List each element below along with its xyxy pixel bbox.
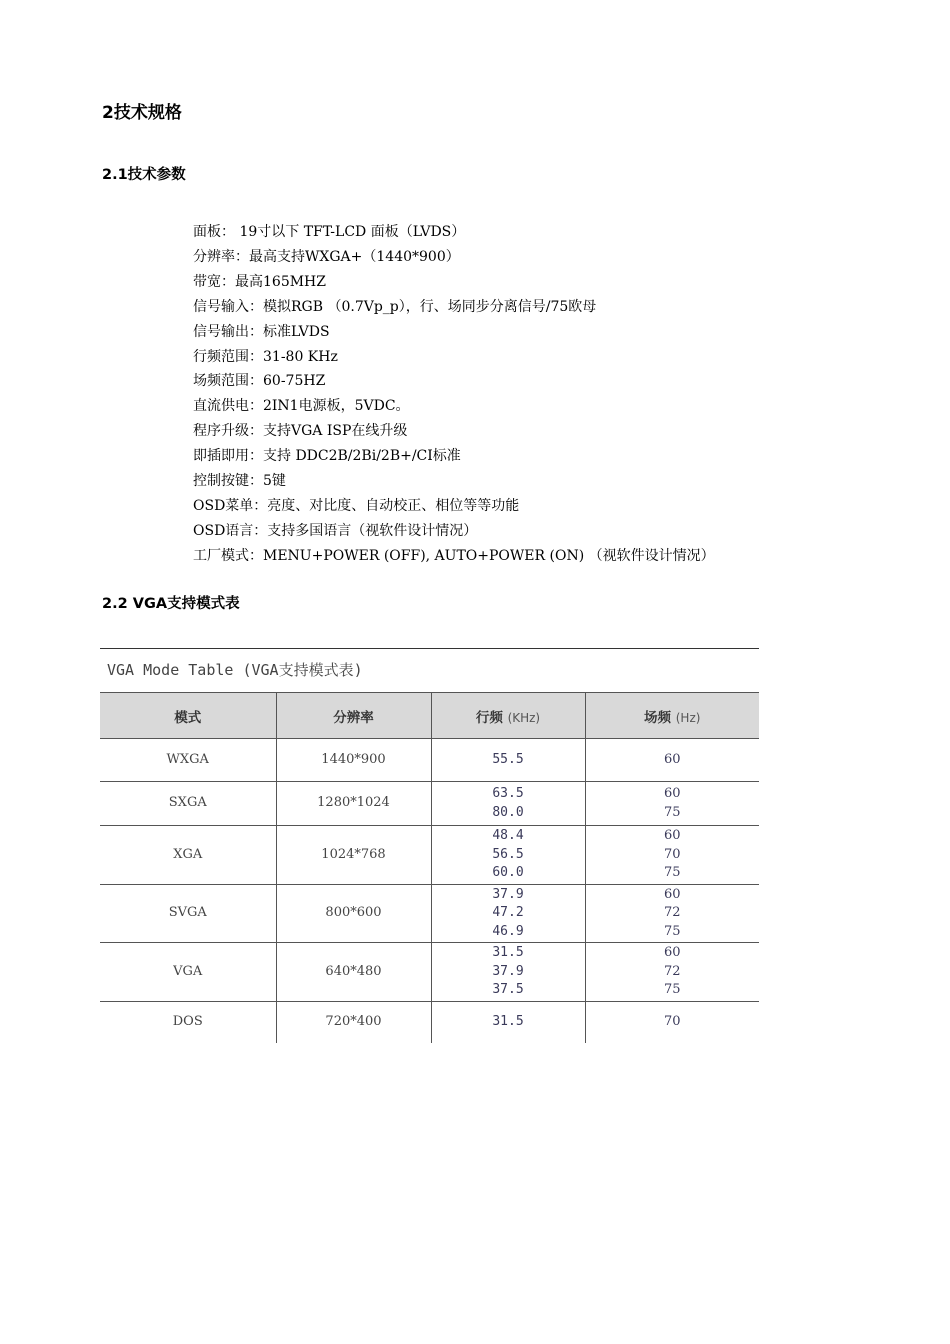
cell-mode: VGA — [100, 943, 276, 1002]
spec-item: 直流供电：2IN1电源板，5VDC。 — [193, 398, 410, 415]
header-vfreq-unit: (Hz) — [675, 710, 701, 725]
spec-item: 信号输入：模拟RGB （0.7Vp_p），行、场同步分离信号/75欧母 — [193, 298, 597, 315]
header-vfreq — [585, 693, 759, 739]
cell-resolution: 1280*1024 — [276, 782, 431, 826]
cell-vfreq: 60 70 75 — [585, 826, 759, 885]
cell-resolution: 1440*900 — [276, 739, 431, 782]
spec-item: 工厂模式：MENU+POWER (OFF), AUTO+POWER (ON) （视软件设计情况） — [193, 547, 715, 564]
cell-mode: DOS — [172, 1014, 203, 1029]
spec-item: 即插即用：支持 DDC2B/2Bi/2B+/CI标准 — [193, 448, 461, 465]
cell-vfreq: 60 75 — [585, 782, 759, 826]
spec-item: 带宽：最高165MHZ — [193, 273, 326, 290]
cell-resolution: 800*600 — [276, 884, 431, 943]
cell-vfreq: 70 — [585, 1001, 759, 1043]
table-title: VGA Mode Table (VGA支持模式表) — [100, 648, 759, 692]
cell-hfreq: 48.4 56.5 60.0 — [431, 826, 585, 885]
cell-vfreq: 60 72 75 — [585, 943, 759, 1002]
table-row — [100, 1001, 759, 1043]
cell-hfreq: 37.9 47.2 46.9 — [431, 884, 585, 943]
page-heading: 2技术规格 — [102, 103, 182, 123]
cell-vfreq: 60 — [585, 739, 759, 782]
cell-hfreq: 63.5 80.0 — [431, 782, 585, 826]
spec-item: OSD菜单：亮度、对比度、自动校正、相位等等功能 — [193, 497, 520, 514]
spec-item: 面板： 19寸以下 TFT-LCD 面板（LVDS） — [193, 224, 466, 240]
cell-mode: SXGA — [100, 782, 276, 826]
header-resolution: 分辨率 — [276, 693, 431, 739]
spec-item: 程序升级：支持VGA ISP在线升级 — [193, 423, 408, 440]
table-row — [100, 826, 759, 885]
header-vfreq-label: 场频 — [644, 709, 672, 726]
cell-resolution: 720*400 — [276, 1001, 431, 1043]
table-row — [100, 739, 759, 782]
cell-resolution: 640*480 — [276, 943, 431, 1002]
cell-mode: XGA — [100, 826, 276, 885]
cell-resolution: 1024*768 — [276, 826, 431, 885]
header-hfreq-unit: (KHz) — [507, 710, 541, 725]
vga-mode-table-figure — [100, 648, 759, 1043]
spec-item: 分辨率：最高支持WXGA+（1440*900） — [193, 248, 460, 265]
spec-item: 信号输出：标准LVDS — [193, 323, 330, 340]
table-header-row — [100, 693, 759, 739]
cell-mode: WXGA — [100, 739, 276, 782]
cell-hfreq: 31.5 — [431, 1001, 585, 1043]
spec-item: OSD语言：支持多国语言（视软件设计情况） — [193, 522, 478, 539]
table-row — [100, 884, 759, 943]
cell-hfreq: 55.5 — [431, 739, 585, 782]
section-title-vga-modes: 2.2 VGA支持模式表 — [102, 596, 240, 612]
spec-item: 行频范围：31-80 KHz — [193, 348, 338, 365]
cell-mode: SVGA — [100, 884, 276, 943]
spec-item: 控制按键：5键 — [193, 473, 286, 490]
table-row — [100, 782, 759, 826]
header-hfreq — [431, 693, 585, 739]
table-row — [100, 943, 759, 1002]
cell-vfreq: 60 72 75 — [585, 884, 759, 943]
section-title-tech-params: 2.1技术参数 — [102, 167, 186, 183]
header-mode: 模式 — [100, 693, 276, 739]
spec-item: 场频范围：60-75HZ — [193, 373, 326, 390]
cell-hfreq: 31.5 37.9 37.5 — [431, 943, 585, 1002]
header-hfreq-label: 行频 — [475, 709, 503, 726]
vga-mode-table — [100, 692, 759, 1043]
spec-list — [193, 220, 715, 569]
